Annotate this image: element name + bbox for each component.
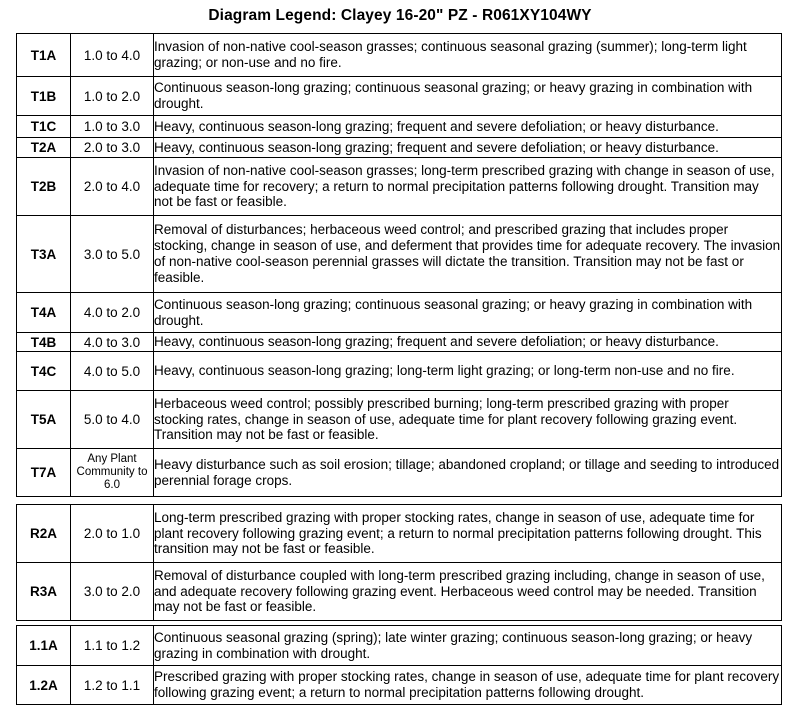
row-range: 2.0 to 1.0 — [71, 505, 154, 563]
row-code: T4A — [17, 293, 71, 333]
row-description: Continuous season-long grazing; continuous seasonal grazing; or heavy grazing in combination with drought. — [154, 293, 782, 333]
table-row — [17, 449, 782, 497]
row-code: T2B — [17, 158, 71, 216]
row-description: Removal of disturbance coupled with long-term prescribed grazing including, change in season of use, and adequate recovery following grazing event. Herbaceous weed control may be needed. Transition may not be fast or feasible. — [154, 563, 782, 621]
row-range: 1.0 to 4.0 — [71, 34, 154, 77]
row-description: Continuous seasonal grazing (spring); late winter grazing; continuous season-long grazing; or heavy grazing in combination with drought. — [154, 626, 782, 666]
table-row — [17, 116, 782, 138]
row-code: T1B — [17, 77, 71, 116]
row-description: Heavy, continuous season-long grazing; frequent and severe defoliation; or heavy disturbance. — [154, 116, 782, 138]
row-range: 3.0 to 5.0 — [71, 216, 154, 293]
row-code: T1C — [17, 116, 71, 138]
row-range: 1.2 to 1.1 — [71, 666, 154, 705]
row-description: Long-term prescribed grazing with proper stocking rates, change in season of use, adequate time for plant recovery following grazing event; a return to normal precipitation patterns following drought. This transition may not be fast or feasible. — [154, 505, 782, 563]
table-row — [17, 626, 782, 666]
table-row — [17, 391, 782, 449]
table-row — [17, 352, 782, 391]
row-description: Herbaceous weed control; possibly prescribed burning; long-term prescribed grazing with proper stocking rates, change in season of use, adequate time for plant recovery following grazing event. Transition may not be fast or feasible. — [154, 391, 782, 449]
row-range: Any Plant Community to 6.0 — [71, 449, 154, 497]
row-code: T1A — [17, 34, 71, 77]
row-range: 4.0 to 3.0 — [71, 333, 154, 352]
table-row — [17, 666, 782, 705]
row-description: Prescribed grazing with proper stocking rates, change in season of use, adequate time for plant recovery following grazing event; a return to normal precipitation patterns following drought. — [154, 666, 782, 705]
table-row — [17, 333, 782, 352]
legend-title: Diagram Legend: Clayey 16-20" PZ - R061XY104WY — [208, 7, 592, 24]
row-code: R2A — [17, 505, 71, 563]
row-code: T2A — [17, 138, 71, 158]
row-code: 1.2A — [17, 666, 71, 705]
row-code: T4B — [17, 333, 71, 352]
table-row — [17, 138, 782, 158]
row-range: 5.0 to 4.0 — [71, 391, 154, 449]
row-range: 2.0 to 3.0 — [71, 138, 154, 158]
row-description: Heavy, continuous season-long grazing; long-term light grazing; or long-term non-use and no fire. — [154, 352, 782, 391]
row-range: 2.0 to 4.0 — [71, 158, 154, 216]
row-description: Removal of disturbances; herbaceous weed control; and prescribed grazing that includes proper stocking, change in season of use, and deferment that provides time for adequate recovery. The invasion of non-native cool-season perennial grasses will dictate the transition. Transition may not be fast or feasible. — [154, 216, 782, 293]
row-description: Heavy, continuous season-long grazing; frequent and severe defoliation; or heavy disturbance. — [154, 138, 782, 158]
row-range: 1.1 to 1.2 — [71, 626, 154, 666]
restorations-table — [16, 504, 782, 621]
row-range: 1.0 to 3.0 — [71, 116, 154, 138]
table-row — [17, 34, 782, 77]
row-code: T4C — [17, 352, 71, 391]
row-code: 1.1A — [17, 626, 71, 666]
row-description: Heavy, continuous season-long grazing; frequent and severe defoliation; or heavy disturbance. — [154, 333, 782, 352]
row-code: T3A — [17, 216, 71, 293]
row-range: 4.0 to 2.0 — [71, 293, 154, 333]
row-description: Heavy disturbance such as soil erosion; tillage; abandoned cropland; or tillage and seeding to introduced perennial forage crops. — [154, 449, 782, 497]
pathways-table — [16, 625, 782, 705]
row-range: 1.0 to 2.0 — [71, 77, 154, 116]
table-row — [17, 158, 782, 216]
table-row — [17, 77, 782, 116]
row-code: T5A — [17, 391, 71, 449]
row-range: 4.0 to 5.0 — [71, 352, 154, 391]
row-code: T7A — [17, 449, 71, 497]
row-description: Invasion of non-native cool-season grasses; long-term prescribed grazing with change in season of use, adequate time for recovery; a return to normal precipitation patterns following drought. Transition may not be fast or feasible. — [154, 158, 782, 216]
row-code: R3A — [17, 563, 71, 621]
table-row — [17, 216, 782, 293]
row-description: Invasion of non-native cool-season grasses; continuous seasonal grazing (summer); long-term light grazing; or non-use and no fire. — [154, 34, 782, 77]
table-row — [17, 563, 782, 621]
table-row — [17, 293, 782, 333]
row-range: 3.0 to 2.0 — [71, 563, 154, 621]
transitions-table — [16, 33, 782, 497]
row-description: Continuous season-long grazing; continuous seasonal grazing; or heavy grazing in combination with drought. — [154, 77, 782, 116]
table-row — [17, 505, 782, 563]
